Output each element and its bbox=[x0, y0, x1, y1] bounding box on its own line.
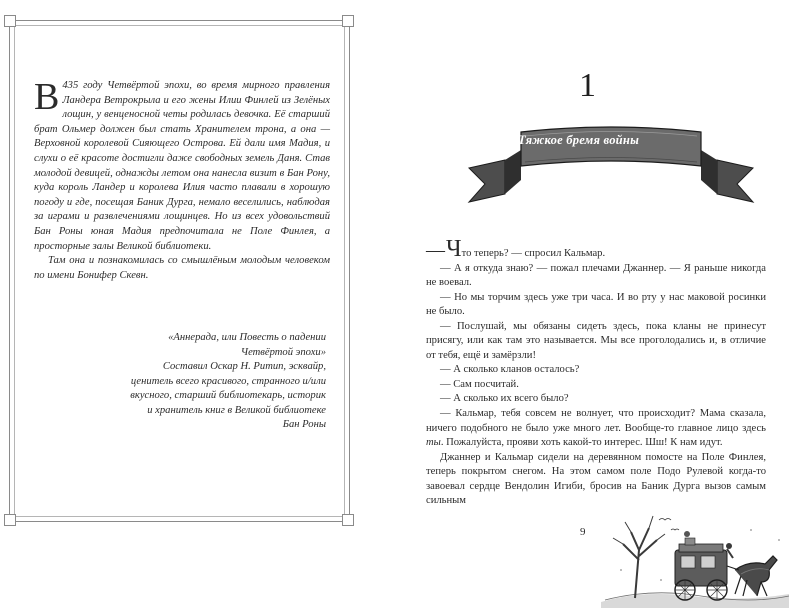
body-paragraph: — Кальмар, тебя совсем не волнует, что происходит? Мама сказала, ничего подобного не было уже много лет. Вообще-то главное лицо здесь ты. Пожалуйста, прояви хоть какой-то интерес. Шш! К нам идут. bbox=[426, 408, 766, 449]
intro-text bbox=[34, 76, 330, 283]
page-number: 9 bbox=[580, 526, 586, 538]
body-paragraph: — А сколько их всего было? bbox=[440, 393, 569, 405]
source-credit: «Аннерада, или Повесть о падении Четвёртой эпохи» Составил Оскар Н. Ритип, эсквайр, ценитель всего красивого, странного и/или вкусного, старший библиотекарь, историк и хранитель книг в Великой библиотеке Бан Роны bbox=[130, 332, 326, 430]
body-paragraph: — А я откуда знаю? — пожал плечами Джаннер. — Я раньше никогда не воевал. bbox=[426, 262, 766, 289]
chapter-body-text bbox=[426, 236, 766, 509]
chapter-title: Тяжкое бремя войны bbox=[518, 133, 640, 147]
frame-corner-ornament-icon bbox=[342, 514, 354, 526]
body-paragraph: — А сколько кланов осталось? bbox=[440, 364, 580, 376]
drop-cap: В bbox=[34, 76, 60, 118]
left-page bbox=[0, 0, 396, 610]
body-paragraph: —Что теперь? — спросил Кальмар. bbox=[426, 236, 606, 262]
body-paragraph: — Но мы торчим здесь уже три часа. И во рту у нас маковой росинки не было. bbox=[426, 291, 766, 318]
intro-paragraph: В 435 году Четвёртой эпохи, во время мирного правления Ландера Ветрокрыла и его жены Илии Финлей из Зелёных лощин, у венценосной четы родилась девочка. Её старший брат Ольмер должен был стать Хранителем трона, а она — Верховной королевой Сияющего Острова. Ей дали имя Мадия, и слухи о её красоте достигли даже свободных земель Даня. Став молодой девицей, однажды летом она нанесла визит в Бан Рону, куда король Ландер и королева Илия часто плавали в хорошую погоду и где, посещая Баник Дурга, немало веселились, наблюдая за играми и развлечениями лощинцев. Но из всех удовольствий Бан Роны юная Мадия предпочитала не Поле Финлея, а просторные залы Великой библиотеки. bbox=[34, 76, 330, 252]
intro-paragraph: Там она и познакомилась со смышлёным молодым человеком по имени Бонифер Скевн. bbox=[34, 255, 330, 281]
right-page bbox=[396, 0, 793, 610]
stagecoach-illustration-icon bbox=[601, 510, 789, 608]
frame-corner-ornament-icon bbox=[4, 15, 16, 27]
drop-dash: — bbox=[426, 240, 445, 261]
body-paragraph: Джаннер и Кальмар сидели на деревянном помосте на Поле Финлея, теперь покрытом снегом. На этом самом поле Подо Рулевой когда-то завоевал сердце Вендолин Игиби, бросив на Баник Дурга вызов самым сильным bbox=[426, 451, 766, 507]
body-paragraph: — Послушай, мы обязаны сидеть здесь, пока кланы не принесут присягу, или как там это называется. Мы все проголодались и, в отличие от тебя, ещё и замёрзли! bbox=[426, 320, 766, 361]
chapter-number: 1 bbox=[579, 67, 596, 104]
drop-cap: Ч bbox=[446, 236, 462, 262]
body-paragraph: — Сам посчитай. bbox=[440, 378, 519, 390]
frame-corner-ornament-icon bbox=[342, 15, 354, 27]
frame-corner-ornament-icon bbox=[4, 514, 16, 526]
